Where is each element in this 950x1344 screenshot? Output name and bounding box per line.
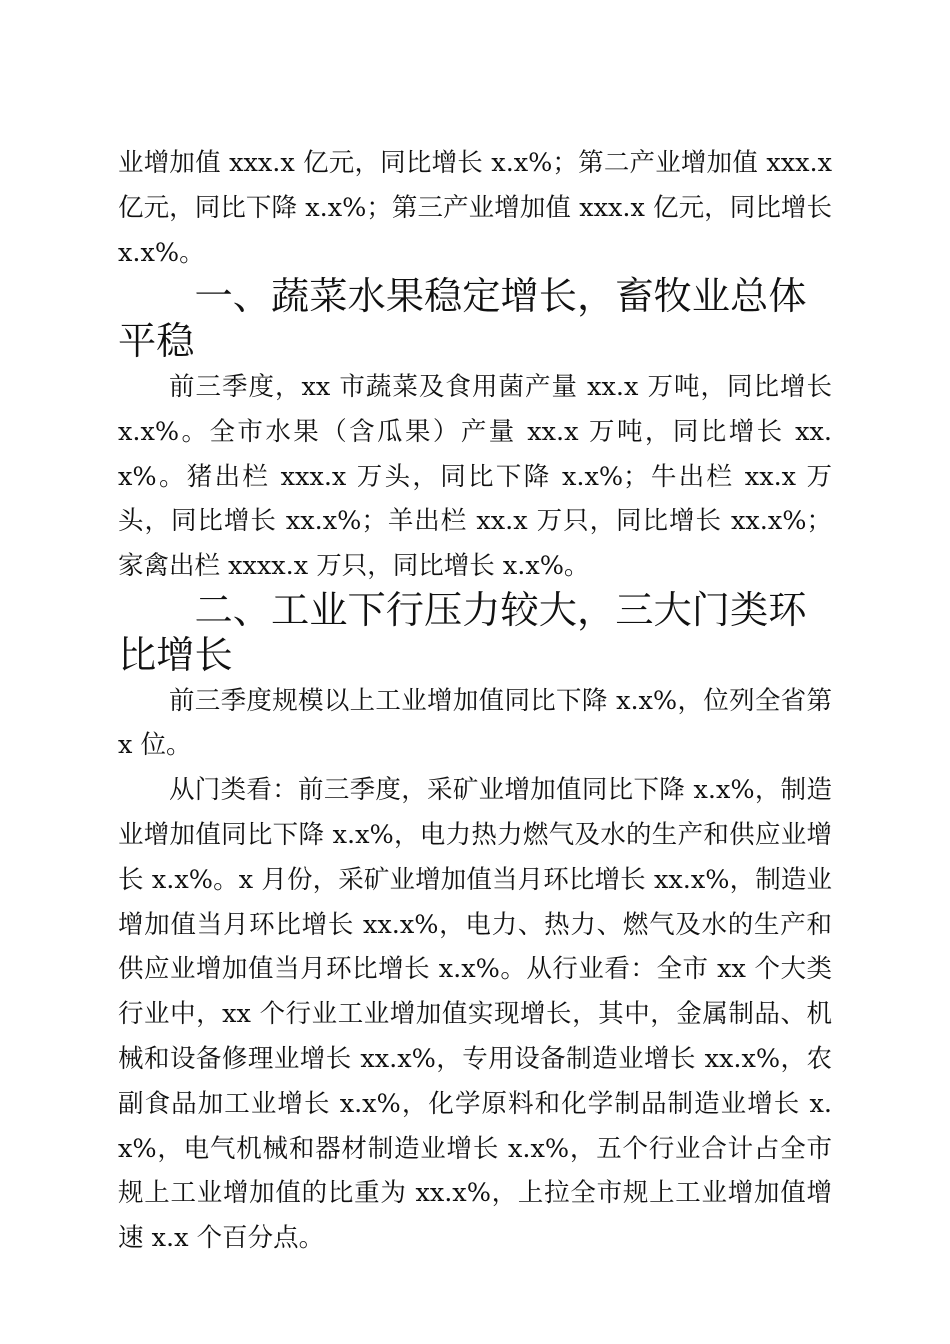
section-heading-industry: 二、工业下行压力较大，三大门类环比增长 xyxy=(118,587,807,678)
paragraph-continuation: 业增加值 xxx.x 亿元，同比增长 x.x%；第二产业增加值 xxx.x 亿元，同比下降 x.x%；第三产业增加值 xxx.x 亿元，同比增长 x.x%。 xyxy=(118,148,832,268)
paragraph-agriculture: 前三季度，xx 市蔬菜及食用菌产量 xx.x 万吨，同比增长 x.x%。全市水果（含瓜果）产量 xx.x 万吨，同比增长 xx.x%。猪出栏 xxx.x 万头，同比下降 x.x%；牛出栏 xx.x 万头，同比增长 xx.x%；羊出栏 xx.x 万只，同比增长 xx.x%；家禽出栏 xxxx.x 万只，同比增长 x.x%。 xyxy=(118,371,832,582)
paragraph-industry-summary: 前三季度规模以上工业增加值同比下降 x.x%，位列全省第 x 位。 xyxy=(118,685,832,761)
document-page xyxy=(118,141,832,1261)
paragraph-industry-detail: 从门类看：前三季度，采矿业增加值同比下降 x.x%，制造业增加值同比下降 x.x%，电力热力燃气及水的生产和供应业增长 x.x%。x 月份，采矿业增加值当月环比增长 xx.x%，制造业增加值当月环比增长 xx.x%，电力、热力、燃气及水的生产和供应业增加值当月环比增长 x.x%。从行业看：全市 xx 个大类行业中，xx 个行业工业增加值实现增长，其中，金属制品、机械和设备修理业增长 xx.x%，专用设备制造业增长 xx.x%，农副食品加工业增长 x.x%，化学原料和化学制品制造业增长 x.x%，电气机械和器材制造业增长 x.x%，五个行业合计占全市规上工业增加值的比重为 xx.x%，上拉全市规上工业增加值增速 x.x 个百分点。 xyxy=(118,775,832,1254)
section-heading-agriculture: 一、蔬菜水果稳定增长，畜牧业总体平稳 xyxy=(118,274,807,365)
